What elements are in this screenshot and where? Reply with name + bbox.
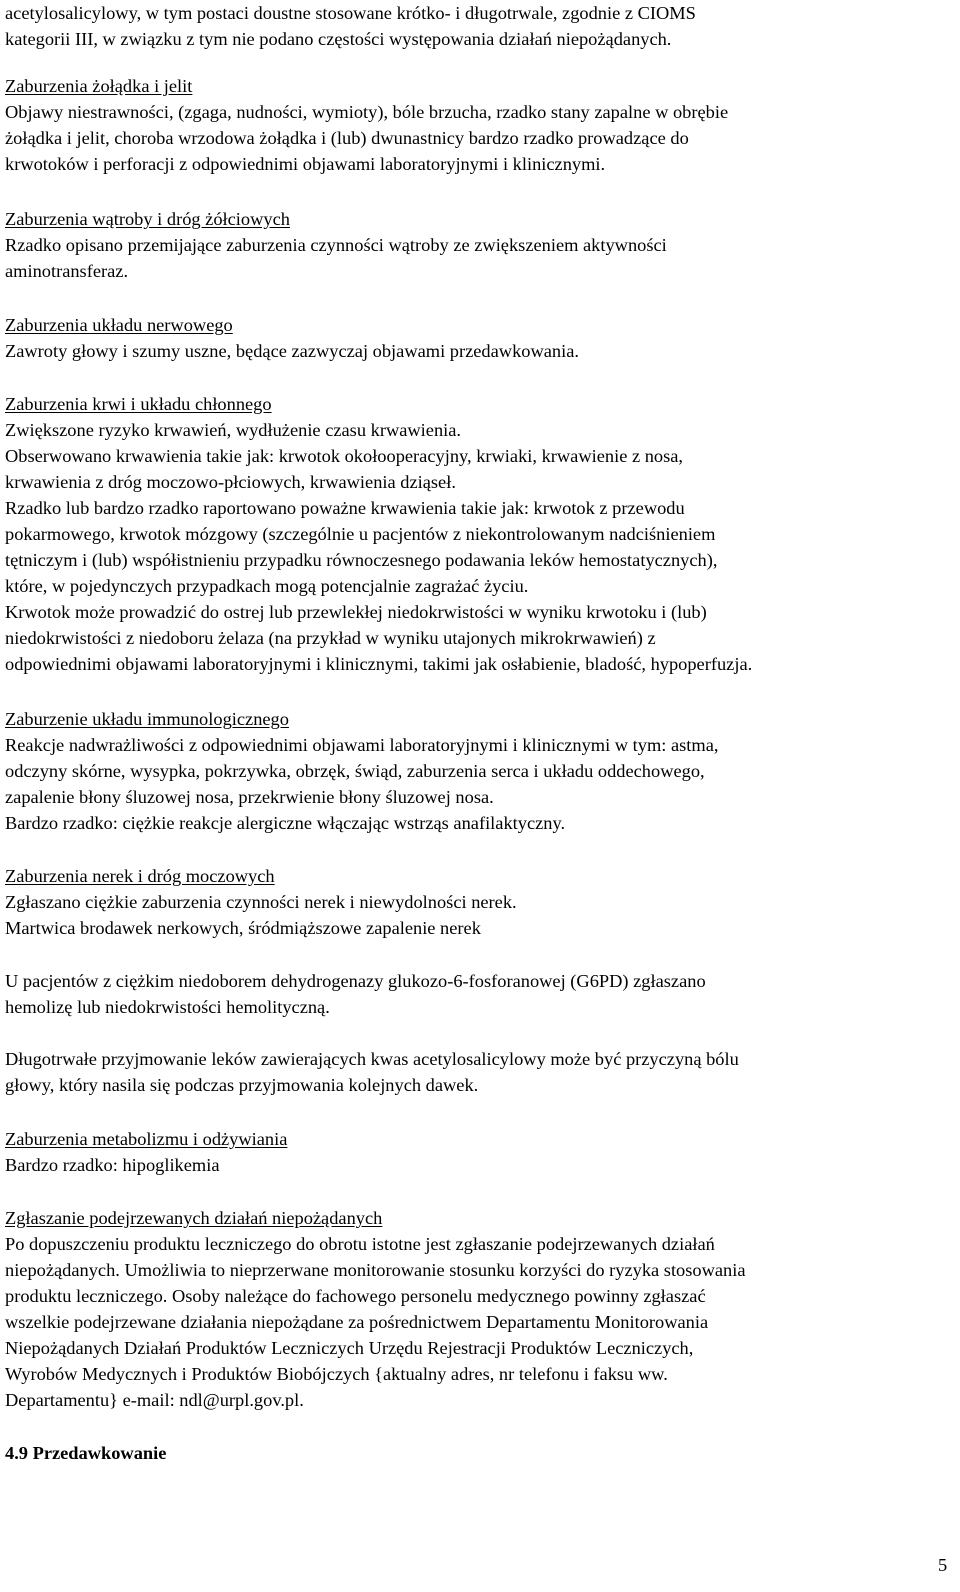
blood-line-10: odpowiednimi objawami laboratoryjnymi i klinicznymi, takimi jak osłabienie, bladość, hypoperfuzja. — [5, 654, 753, 674]
intro-line-1: acetylosalicylowy, w tym postaci doustne stosowane krótko- i długotrwale, zgodnie z CIOMS — [5, 3, 696, 23]
heading-reporting: Zgłaszanie podejrzewanych działań niepożądanych — [5, 1208, 383, 1228]
blood-line-7: które, w pojedynczych przypadkach mogą potencjalnie zagrażać życiu. — [5, 576, 529, 596]
page-number: 5 — [938, 1555, 948, 1575]
blood-line-2: Obserwowano krwawienia takie jak: krwotok okołooperacyjny, krwiaki, krwawienie z nosa, — [5, 446, 684, 466]
liver-line-1: Rzadko opisano przemijające zaburzenia czynności wątroby ze zwiększeniem aktywności — [5, 235, 667, 255]
heading-liver: Zaburzenia wątroby i dróg żółciowych — [5, 209, 290, 229]
stomach-line-1: Objawy niestrawności, (zgaga, nudności, wymioty), bóle brzucha, rzadko stany zapalne w obrębie — [5, 102, 729, 122]
g6pd-line-2: hemolizę lub niedokrwistości hemolityczną. — [5, 997, 330, 1017]
stomach-line-3: krwotoków i perforacji z odpowiednimi objawami laboratoryjnymi i klinicznymi. — [5, 154, 606, 174]
reporting-line-1: Po dopuszczeniu produktu leczniczego do obrotu istotne jest zgłaszanie podejrzewanych działań — [5, 1234, 715, 1254]
reporting-line-5: Niepożądanych Działań Produktów Leczniczych Urzędu Rejestracji Produktów Leczniczych, — [5, 1338, 694, 1358]
heading-blood: Zaburzenia krwi i układu chłonnego — [5, 394, 272, 414]
blood-line-6: tętniczym i (lub) współistnieniu przypadku równoczesnego podawania leków hemostatycznych), — [5, 550, 718, 570]
immune-line-4: Bardzo rzadko: ciężkie reakcje alergiczne włączając wstrząs anafilaktyczny. — [5, 813, 566, 833]
kidney-line-1: Zgłaszano ciężkie zaburzenia czynności nerek i niewydolności nerek. — [5, 892, 517, 912]
reporting-line-4: wszelkie podejrzewane działania niepożądane za pośrednictwem Departamentu Monitorowania — [5, 1312, 709, 1332]
reporting-line-3: produktu leczniczego. Osoby należące do fachowego personelu medycznego powinny zgłaszać — [5, 1286, 706, 1306]
longterm-line-1: Długotrwałe przyjmowanie leków zawierających kwas acetylosalicylowy może być przyczyną bólu — [5, 1049, 739, 1069]
heading-kidney: Zaburzenia nerek i dróg moczowych — [5, 866, 275, 886]
immune-line-1: Reakcje nadwrażliwości z odpowiednimi objawami laboratoryjnymi i klinicznymi w tym: astma, — [5, 735, 719, 755]
longterm-line-2: głowy, który nasila się podczas przyjmowania kolejnych dawek. — [5, 1075, 479, 1095]
reporting-line-7: Departamentu} e-mail: ndl@urpl.gov.pl. — [5, 1390, 304, 1410]
blood-line-5: pokarmowego, krwotok mózgowy (szczególnie u pacjentów z niekontrolowanym nadciśnieniem — [5, 524, 716, 544]
g6pd-line-1: U pacjentów z ciężkim niedoborem dehydrogenazy glukozo-6-fosforanowej (G6PD) zgłaszano — [5, 971, 706, 991]
heading-stomach: Zaburzenia żołądka i jelit — [5, 76, 193, 96]
heading-metabolism: Zaburzenia metabolizmu i odżywiania — [5, 1129, 288, 1149]
kidney-line-2: Martwica brodawek nerkowych, śródmiąższowe zapalenie nerek — [5, 918, 481, 938]
immune-line-2: odczyny skórne, wysypka, pokrzywka, obrzęk, świąd, zaburzenia serca i układu oddechowego, — [5, 761, 705, 781]
nervous-line-1: Zawroty głowy i szumy uszne, będące zazwyczaj objawami przedawkowania. — [5, 341, 579, 361]
reporting-line-6: Wyrobów Medycznych i Produktów Biobójczych {aktualny adres, nr telefonu i faksu ww. — [5, 1364, 668, 1384]
intro-line-2: kategorii III, w związku z tym nie podano częstości występowania działań niepożądanych. — [5, 29, 672, 49]
blood-line-8: Krwotok może prowadzić do ostrej lub przewlekłej niedokrwistości w wyniku krwotoku i (lub) — [5, 602, 707, 622]
heading-immune: Zaburzenie układu immunologicznego — [5, 709, 289, 729]
stomach-line-2: żołądka i jelit, choroba wrzodowa żołądka i (lub) dwunastnicy bardzo rzadko prowadzące do — [5, 128, 689, 148]
reporting-line-2: niepożądanych. Umożliwia to nieprzerwane monitorowanie stosunku korzyści do ryzyka stosowania — [5, 1260, 746, 1280]
blood-line-1: Zwiększone ryzyko krwawień, wydłużenie czasu krwawienia. — [5, 420, 462, 440]
immune-line-3: zapalenie błony śluzowej nosa, przekrwienie błony śluzowej nosa. — [5, 787, 494, 807]
blood-line-9: niedokrwistości z niedoboru żelaza (na przykład w wyniku utajonych mikrokrwawień) z — [5, 628, 656, 648]
liver-line-2: aminotransferaz. — [5, 261, 129, 281]
blood-line-4: Rzadko lub bardzo rzadko raportowano poważne krwawienia takie jak: krwotok z przewodu — [5, 498, 685, 518]
section-title-overdose: 4.9 Przedawkowanie — [5, 1443, 167, 1463]
heading-nervous: Zaburzenia układu nerwowego — [5, 315, 233, 335]
blood-line-3: krwawienia z dróg moczowo-płciowych, krwawienia dziąseł. — [5, 472, 456, 492]
metabolism-line-1: Bardzo rzadko: hipoglikemia — [5, 1155, 220, 1175]
